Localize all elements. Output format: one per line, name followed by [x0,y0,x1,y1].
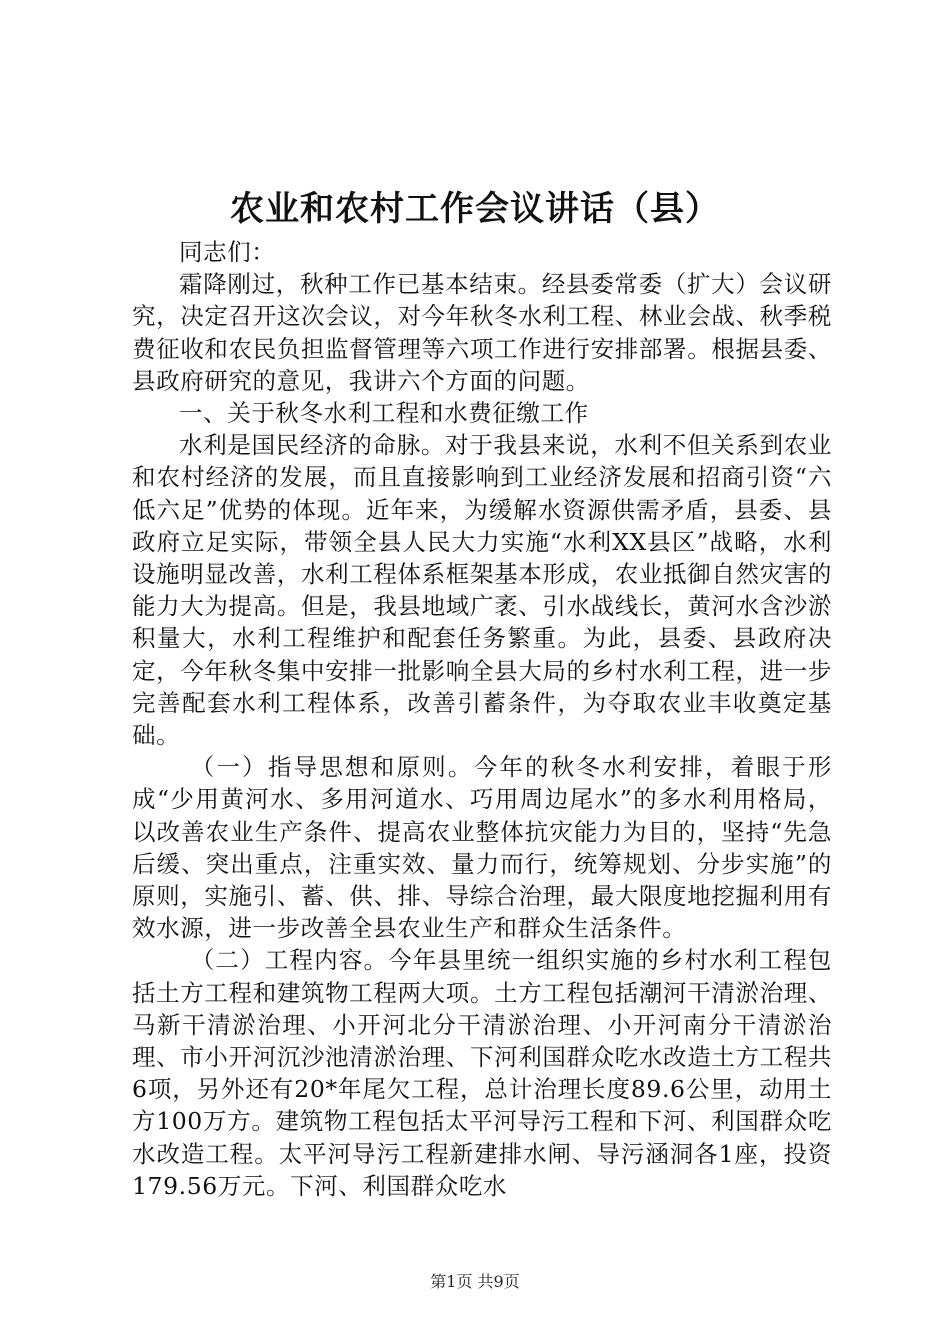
paragraph-water-importance: 水利是国民经济的命脉。对于我县来说，水利不但关系到农业和农村经济的发展，而且直接影响到工业经济发展和招商引资“六低六足”优势的体现。近年来，为缓解水资源供需矛盾，县委、县政府立足实际，带领全县人民大力实施“水利XX县区”战略，水利设施明显改善，水利工程体系框架基本形成，农业抵御自然灾害的能力大为提高。但是，我县地域广袤、引水战线长，黄河水含沙淤积量大，水利工程维护和配套任务繁重。为此，县委、县政府决定，今年秋冬集中安排一批影响全县大局的乡村水利工程，进一步完善配套水利工程体系，改善引蓄条件，为夺取农业丰收奠定基础。 [132,431,832,750]
greeting: 同志们： [179,238,276,266]
document-body [132,236,832,1202]
document-title: 农业和农村工作会议讲话（县） [230,189,720,229]
paragraph-intro: 霜降刚过，秋种工作已基本结束。经县委常委（扩大）会议研究，决定召开这次会议，对今年秋冬水利工程、林业会战、秋季税费征收和农民负担监督管理等六项工作进行安排部署。根据县委、县政府研究的意见，我讲六个方面的问题。 [132,270,832,395]
page-number: 第1页 共9页 [430,1272,520,1291]
section-heading: 一、关于秋冬水利工程和水费征缴工作 [179,399,589,428]
paragraph-guiding-principles: （一）指导思想和原则。今年的秋冬水利安排，着眼于形成“少用黄河水、多用河道水、巧用周边尾水”的多水利用格局，以改善农业生产条件、提高农业整体抗灾能力为目的，坚持“先急后缓、突出重点，注重实效、量力而行，统筹规划、分步实施”的原则，实施引、蓄、供、排、导综合治理，最大限度地挖掘利用有效水源，进一步改善全县农业生产和群众生活条件。 [132,753,832,943]
paragraph-project-content: （二）工程内容。今年县里统一组织实施的乡村水利工程包括土方工程和建筑物工程两大项。土方工程包括潮河干清淤治理、马新干清淤治理、小开河北分干清淤治理、小开河南分干清淤治理、市小开河沉沙池清淤治理、下河利国群众吃水改造土方工程共6项，另外还有20*年尾欠工程，总计治理长度89.6公里，动用土方100万方。建筑物工程包括太平河导污工程和下河、利国群众吃水改造工程。太平河导污工程新建排水闸、导污涵洞各1座，投资179.56万元。下河、利国群众吃水 [132,946,832,1200]
